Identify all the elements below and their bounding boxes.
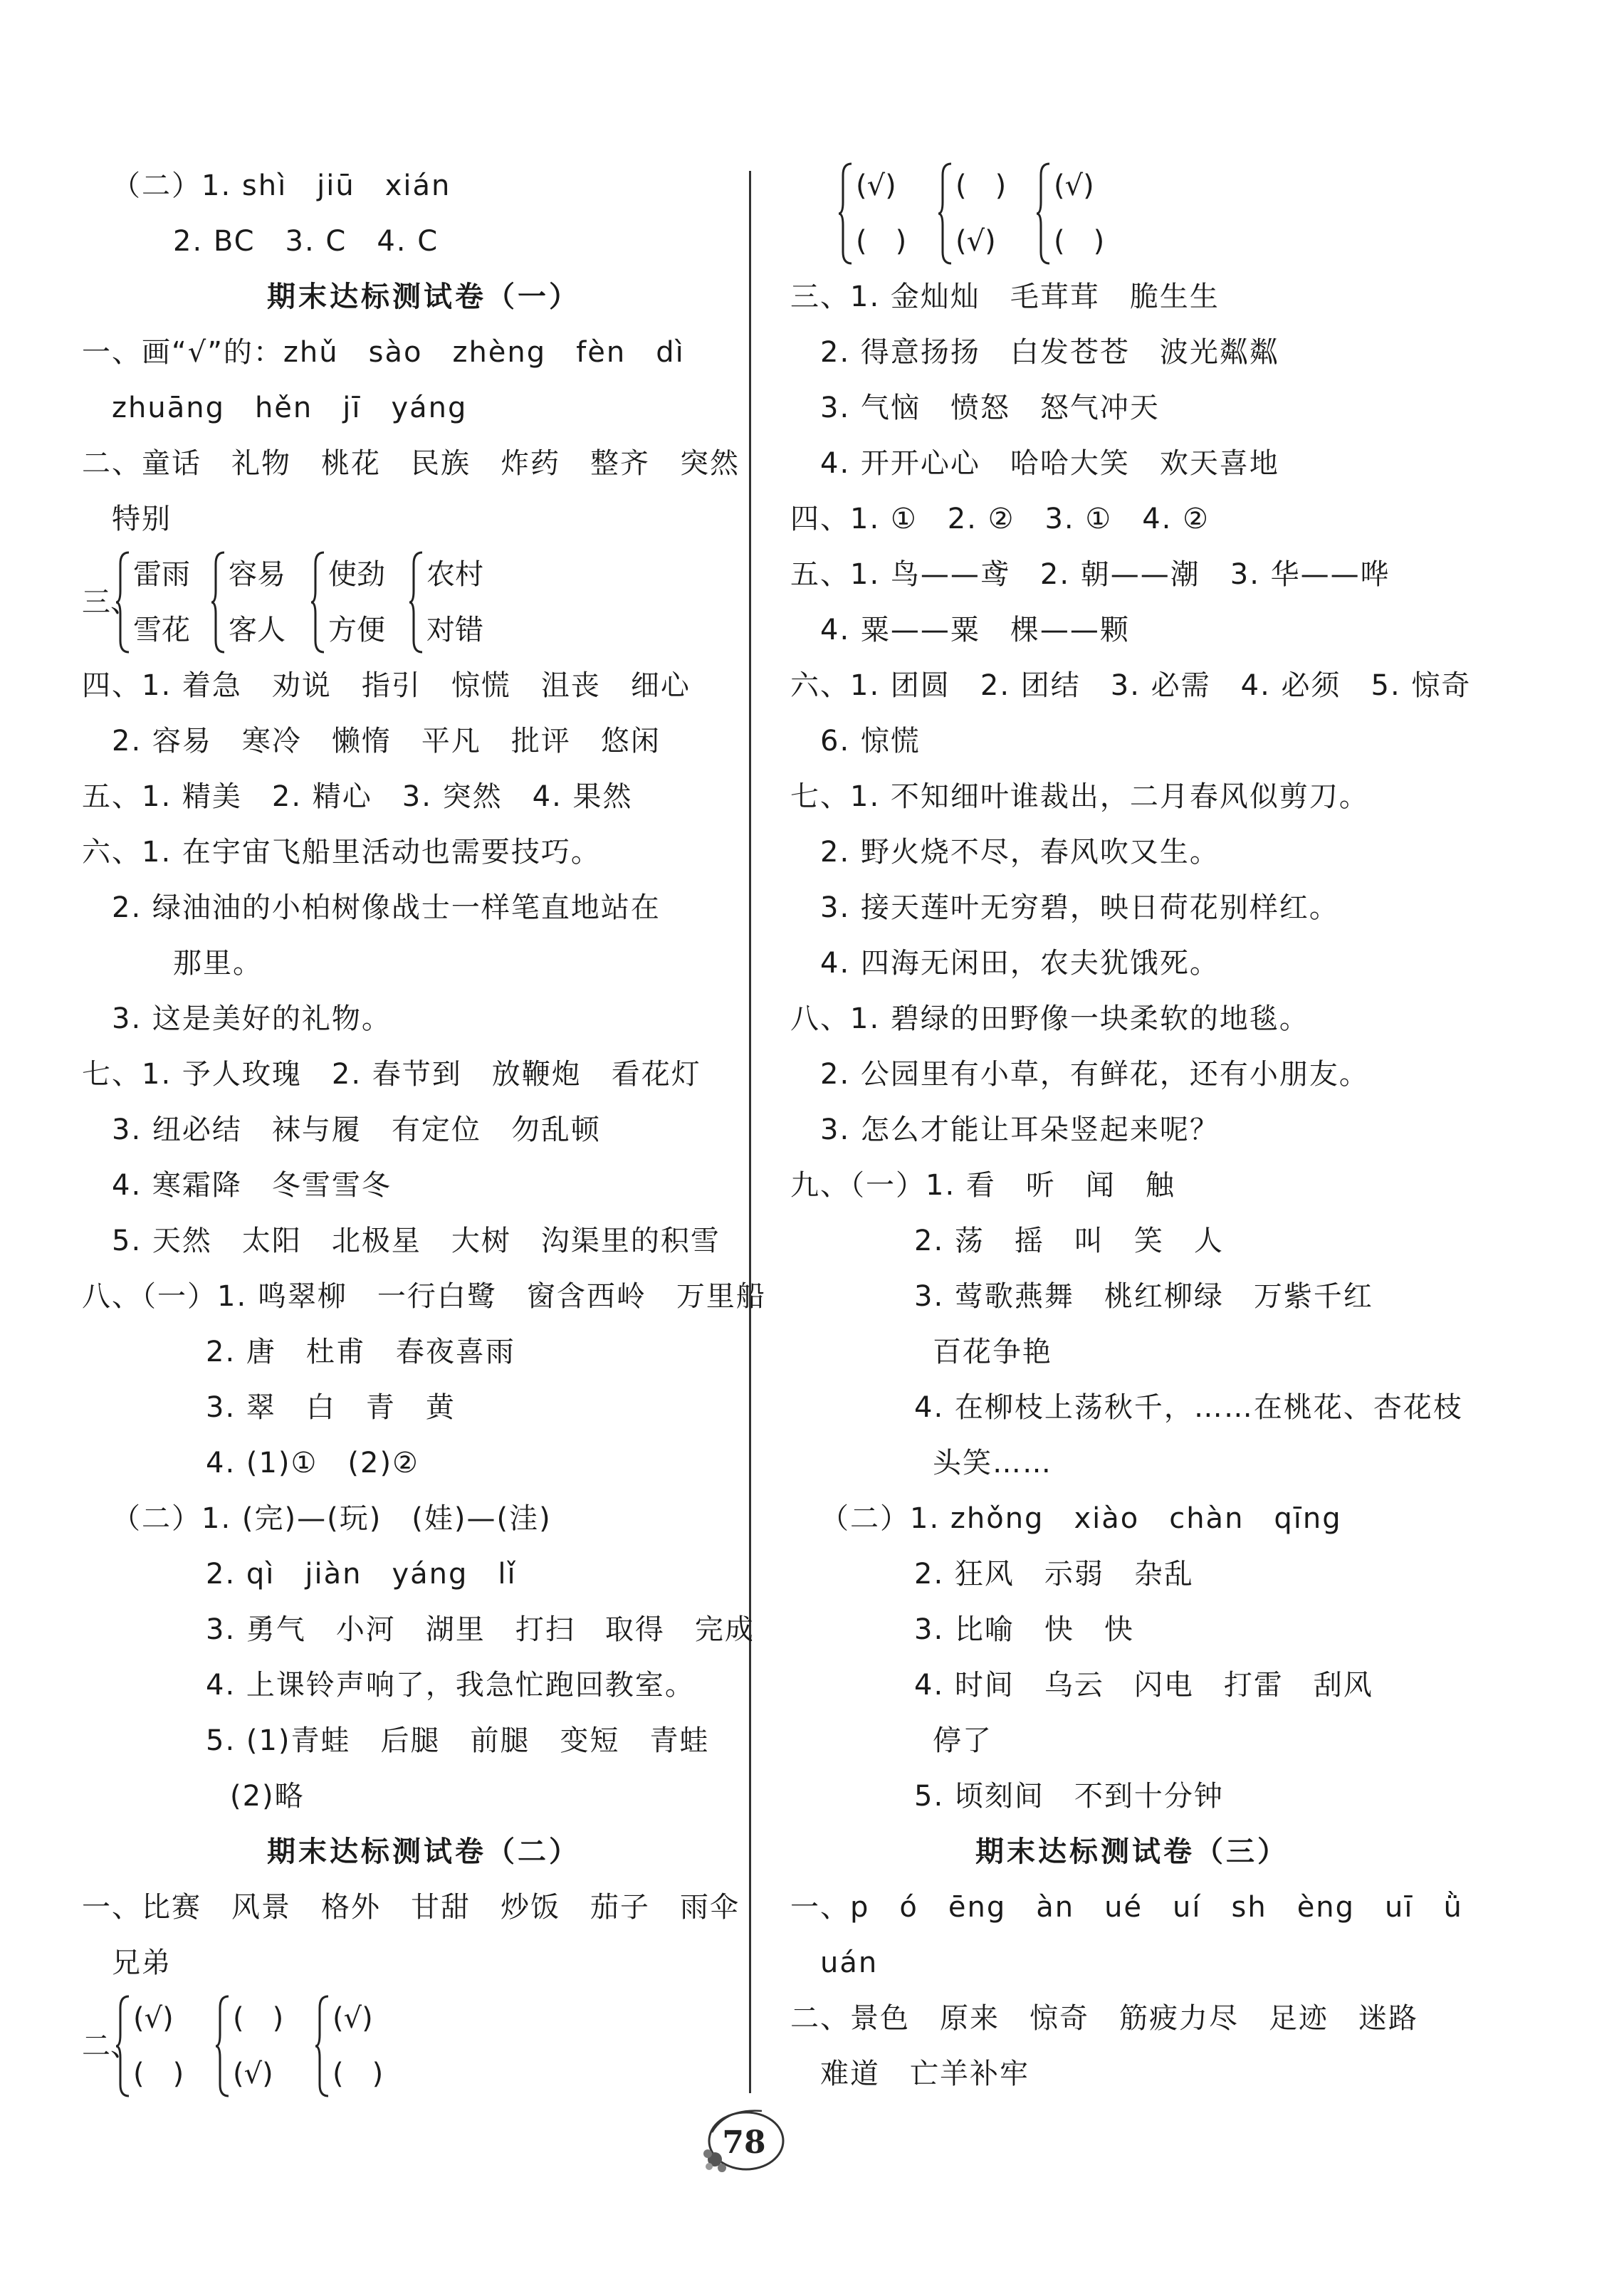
section-title: 期末达标测试卷（一） <box>267 281 580 313</box>
answer-line: 一、画“√”的：zhǔ sào zhèng fèn dì <box>82 336 685 369</box>
answer-line: 八、1. 碧绿的田野像一块柔软的地毯。 <box>790 1002 1309 1035</box>
answer-line: 2. 荡 摇 叫 笑 人 <box>914 1225 1224 1257</box>
answer-line: 那里。 <box>173 947 263 980</box>
section-title: 期末达标测试卷（二） <box>267 1835 580 1868</box>
brace-group <box>408 547 508 658</box>
check-item: (√) <box>1054 169 1094 202</box>
answer-line: 3. 气恼 愤怒 怒气冲天 <box>820 392 1160 424</box>
answer-line: 3. 纽必结 袜与履 有定位 勿乱顿 <box>112 1114 601 1146</box>
column-divider <box>749 171 751 2093</box>
answer-line: 2. 容易 寒冷 懒惰 平凡 批评 悠闲 <box>112 725 661 758</box>
answer-line: 二、景色 原来 惊奇 筋疲力尽 足迹 迷路 <box>790 2002 1418 2035</box>
brace-item: 使劲 <box>328 558 385 591</box>
answer-line: 5. 顷刻间 不到十分钟 <box>914 1780 1224 1813</box>
check-item: (√) <box>233 2058 273 2090</box>
check-brace-block <box>790 158 1474 269</box>
page-number: 78 <box>722 2124 766 2161</box>
check-item: ( ) <box>133 2058 184 2090</box>
answer-line: 3. 怎么才能让耳朵竖起来呢？ <box>820 1114 1220 1146</box>
answer-line: 八、（一）1. 鸣翠柳 一行白鹭 窗含西岭 万里船 <box>82 1280 766 1313</box>
answer-line: uán <box>820 1946 879 1979</box>
answer-line: 一、比赛 风景 格外 甘甜 炒饭 茄子 雨伞 <box>82 1891 740 1924</box>
answer-line: 4. 上课铃声响了，我急忙跑回教室。 <box>206 1669 695 1702</box>
answer-line: 3. 莺歌燕舞 桃红柳绿 万紫千红 <box>914 1280 1373 1313</box>
check-item: ( ) <box>856 225 907 258</box>
answer-line: (2)略 <box>230 1780 305 1813</box>
brace-icon <box>1035 162 1052 265</box>
answer-line: 一、p ó ēng àn ué uí sh èng uī ǜ <box>790 1891 1463 1924</box>
page-number-badge <box>698 2104 790 2182</box>
answer-line: 4. 时间 乌云 闪电 打雷 刮风 <box>914 1669 1373 1702</box>
answer-line: 2. 唐 杜甫 春夜喜雨 <box>206 1336 515 1368</box>
answer-line: 七、1. 予人玫瑰 2. 春节到 放鞭炮 看花灯 <box>82 1058 701 1091</box>
answer-line: 3. 这是美好的礼物。 <box>112 1002 392 1035</box>
answer-line: 2. 公园里有小草，有鲜花，还有小朋友。 <box>820 1058 1369 1091</box>
brace-icon <box>314 1995 331 2097</box>
answer-line: 头笑…… <box>933 1447 1052 1479</box>
answer-line: 四、1. 着急 劝说 指引 惊慌 沮丧 细心 <box>82 669 691 702</box>
answer-line: 3. 接天莲叶无穷碧，映日荷花别样红。 <box>820 891 1339 924</box>
answer-line: 五、1. 精美 2. 精心 3. 突然 4. 果然 <box>82 780 633 813</box>
answer-line: 2. BC 3. C 4. C <box>173 225 439 258</box>
check-item: (√) <box>856 169 896 202</box>
answer-line: 6. 惊慌 <box>820 725 921 758</box>
answer-line: 六、1. 团圆 2. 团结 3. 必需 4. 必须 5. 惊奇 <box>790 669 1472 702</box>
brace-group <box>1035 158 1135 269</box>
answer-line: 三、1. 金灿灿 毛茸茸 脆生生 <box>790 281 1220 313</box>
brace-item: 客人 <box>229 614 285 646</box>
brace-icon <box>115 1995 132 2097</box>
answer-line: 5. (1)青蛙 后腿 前腿 变短 青蛙 <box>206 1724 710 1757</box>
brace-group <box>214 1991 314 2102</box>
check-brace-block <box>82 1991 765 2102</box>
section-title: 期末达标测试卷（三） <box>975 1835 1289 1868</box>
answer-line: 4. 粟——粟 棵——颗 <box>820 614 1130 646</box>
answer-line: 3. 翠 白 青 黄 <box>206 1391 456 1424</box>
check-item: ( ) <box>1054 225 1105 258</box>
brace-icon <box>214 1995 231 2097</box>
answer-line: （二）1. zhǒng xiào chàn qīng <box>820 1502 1342 1535</box>
brace-group <box>115 547 214 658</box>
brace-icon <box>115 551 132 654</box>
brace-icon <box>837 162 854 265</box>
section-prefix: 二、 <box>82 2030 139 2063</box>
brace-icon <box>210 551 227 654</box>
answer-line: 六、1. 在宇宙飞船里活动也需要技巧。 <box>82 836 601 869</box>
brace-group <box>115 1991 214 2102</box>
answer-line: 七、1. 不知细叶谁裁出，二月春风似剪刀。 <box>790 780 1369 813</box>
brace-item: 方便 <box>328 614 385 646</box>
brace-item: 雷雨 <box>133 558 190 591</box>
check-item: (√) <box>332 2002 373 2035</box>
brace-group <box>837 158 937 269</box>
answer-line: 九、（一）1. 看 听 闻 触 <box>790 1169 1175 1202</box>
answer-line: 4. 开开心心 哈哈大笑 欢天喜地 <box>820 447 1279 480</box>
answer-line: 4. (1)① (2)② <box>206 1447 419 1479</box>
answer-line: （二）1. shì jiū xián <box>112 169 451 202</box>
brace-answer-block <box>82 547 765 658</box>
answer-line: 2. 野火烧不尽，春风吹又生。 <box>820 836 1220 869</box>
check-item: ( ) <box>233 2002 284 2035</box>
brace-icon <box>310 551 327 654</box>
answer-line: 停了 <box>933 1724 992 1757</box>
answer-line: 2. qì jiàn yáng lǐ <box>206 1558 517 1591</box>
answer-line: （二）1. (完)—(玩) (娃)—(洼) <box>112 1502 552 1535</box>
check-item: (√) <box>133 2002 174 2035</box>
brace-icon <box>937 162 954 265</box>
check-item: ( ) <box>955 169 1007 202</box>
answer-line: 兄弟 <box>112 1946 172 1979</box>
check-item: ( ) <box>332 2058 384 2090</box>
brace-item: 容易 <box>229 558 285 591</box>
answer-line: 五、1. 鸟——鸢 2. 朝——潮 3. 华——哗 <box>790 558 1390 591</box>
brace-item: 雪花 <box>133 614 190 646</box>
answer-line: 特别 <box>112 503 172 535</box>
brace-item: 农村 <box>426 558 483 591</box>
brace-group <box>937 158 1037 269</box>
answer-line: 3. 比喻 快 快 <box>914 1613 1134 1646</box>
answer-line: 4. 寒霜降 冬雪雪冬 <box>112 1169 392 1202</box>
brace-group <box>210 547 310 658</box>
answer-line: 3. 勇气 小河 湖里 打扫 取得 完成 <box>206 1613 755 1646</box>
answer-line: 4. 在柳枝上荡秋千，……在桃花、杏花枝 <box>914 1391 1463 1424</box>
answer-line: 二、童话 礼物 桃花 民族 炸药 整齐 突然 <box>82 447 740 480</box>
answer-line: 百花争艳 <box>933 1336 1052 1368</box>
answer-line: zhuāng hěn jī yáng <box>112 392 468 424</box>
answer-line: 2. 得意扬扬 白发苍苍 波光粼粼 <box>820 336 1279 369</box>
answer-line: 2. 狂风 示弱 杂乱 <box>914 1558 1194 1591</box>
brace-item: 对错 <box>426 614 483 646</box>
answer-line: 5. 天然 太阳 北极星 大树 沟渠里的积雪 <box>112 1225 721 1257</box>
answer-line: 四、1. ① 2. ② 3. ① 4. ② <box>790 503 1210 535</box>
section-prefix: 三、 <box>82 586 139 619</box>
brace-icon <box>408 551 425 654</box>
answer-line: 难道 亡羊补牢 <box>820 2058 1030 2090</box>
answer-line: 4. 四海无闲田，农夫犹饿死。 <box>820 947 1220 980</box>
answer-line: 2. 绿油油的小柏树像战士一样笔直地站在 <box>112 891 661 924</box>
brace-group <box>310 547 409 658</box>
brace-group <box>314 1991 414 2102</box>
check-item: (√) <box>955 225 996 258</box>
